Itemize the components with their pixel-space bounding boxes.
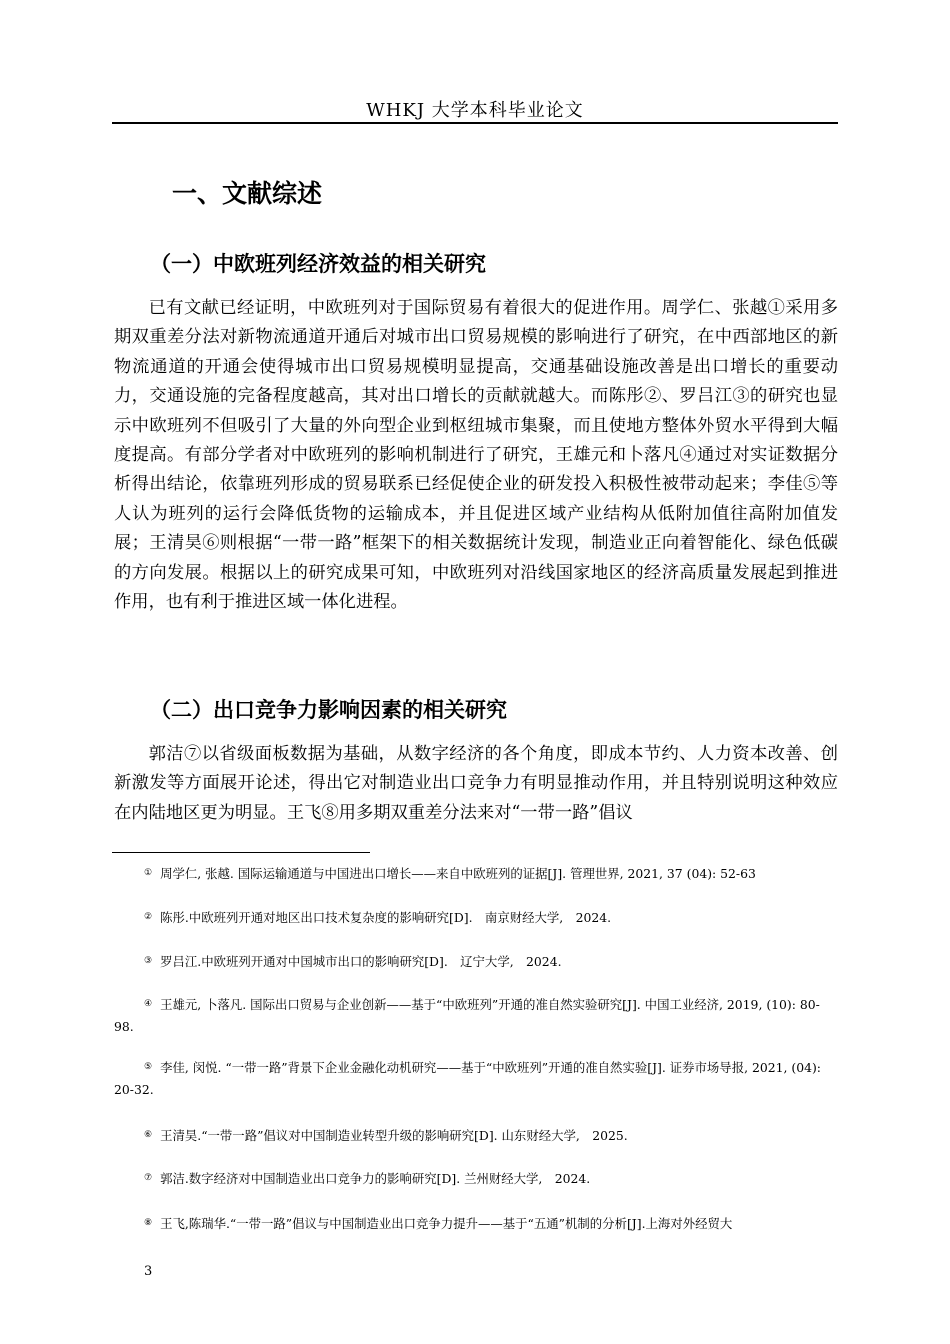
footnote-marker: ⑧: [144, 1218, 153, 1228]
section-title: 一、文献综述: [172, 179, 323, 208]
footnote-marker: ⑤: [144, 1062, 153, 1072]
footnote-1: [114, 862, 838, 885]
footnote-6: [114, 1124, 838, 1147]
footnote-text: 李佳, 闵悦. “一带一路”背景下企业金融化动机研究——基于“中欧班列”开通的准自然实验[J]. 证券市场导报, 2021, (04): 20-32.: [114, 1060, 821, 1097]
body-paragraph-2: 郭洁⑦以省级面板数据为基础，从数字经济的各个角度，即成本节约、人力资本改善、创新激发等方面展开论述，得出它对制造业出口竞争力有明显推动作用，并且特别说明这种效应在内陆地区更为明显。王飞⑧用多期双重差分法来对“一带一路”倡议: [114, 744, 838, 823]
footnote-separator: [112, 852, 370, 853]
footnote-marker: ⑥: [144, 1130, 153, 1140]
page-number: 3: [144, 1264, 153, 1279]
footnote-text: 周学仁, 张越. 国际运输通道与中国进出口增长——来自中欧班列的证据[J]. 管理世界, 2021, 37 (04): 52-63: [160, 866, 756, 881]
footnote-3: [114, 950, 838, 973]
footnote-marker: ③: [144, 956, 153, 966]
footnote-8: [114, 1212, 838, 1235]
subsection-heading-2: （二）出口竞争力影响因素的相关研究: [150, 698, 507, 722]
subsection-heading-1: （一）中欧班列经济效益的相关研究: [150, 252, 486, 276]
footnote-text: 王飞,陈瑞华.“一带一路”倡议与中国制造业出口竞争力提升——基于“五通”机制的分析[J].上海对外经贸大: [160, 1216, 733, 1231]
body-paragraph-1: 已有文献已经证明，中欧班列对于国际贸易有着很大的促进作用。周学仁、张越①采用多期双重差分法对新物流通道开通后对城市出口贸易规模的影响进行了研究，在中西部地区的新物流通道的开通会使得城市出口贸易规模明显提高，交通基础设施改善是出口增长的重要动力，交通设施的完备程度越高，其对出口增长的贡献就越大。而陈彤②、罗吕江③的研究也显示中欧班列不但吸引了大量的外向型企业到枢纽城市集聚，而且使地方整体外贸水平得到大幅度提高。有部分学者对中欧班列的影响机制进行了研究，王雄元和卜落凡④通过对实证数据分析得出结论，依靠班列形成的贸易联系已经促使企业的研发投入积极性被带动起来；李佳⑤等人认为班列的运行会降低货物的运输成本，并且促进区域产业结构从低附加值往高附加值发展；王清昊⑥则根据“一带一路”框架下的相关数据统计发现，制造业正向着智能化、绿色低碳的方向发展。根据以上的研究成果可知，中欧班列对沿线国家地区的经济高质量发展起到推进作用，也有利于推进区域一体化进程。: [114, 298, 838, 613]
footnote-5: [114, 1056, 838, 1101]
footnote-marker: ①: [144, 868, 153, 878]
footnote-2: [114, 906, 838, 929]
footnote-marker: ⑦: [144, 1173, 153, 1183]
running-header: WHKJ 大学本科毕业论文: [366, 100, 584, 121]
footnote-4: [114, 993, 838, 1038]
footnote-text: 罗吕江.中欧班列开通对中国城市出口的影响研究[D]. 辽宁大学, 2024.: [160, 954, 562, 969]
header-rule: [112, 122, 838, 124]
footnote-text: 郭洁.数字经济对中国制造业出口竞争力的影响研究[D]. 兰州财经大学, 2024.: [160, 1171, 591, 1186]
footnote-text: 王清昊.“一带一路”倡议对中国制造业转型升级的影响研究[D]. 山东财经大学, 2025.: [160, 1128, 628, 1143]
footnote-text: 陈彤.中欧班列开通对地区出口技术复杂度的影响研究[D]. 南京财经大学, 2024.: [160, 910, 612, 925]
footnote-7: [114, 1167, 838, 1190]
footnote-marker: ②: [144, 912, 153, 922]
footnote-text: 王雄元, 卜落凡. 国际出口贸易与企业创新——基于“中欧班列”开通的准自然实验研究[J]. 中国工业经济, 2019, (10): 80-98.: [114, 997, 820, 1034]
footnote-marker: ④: [144, 999, 153, 1009]
